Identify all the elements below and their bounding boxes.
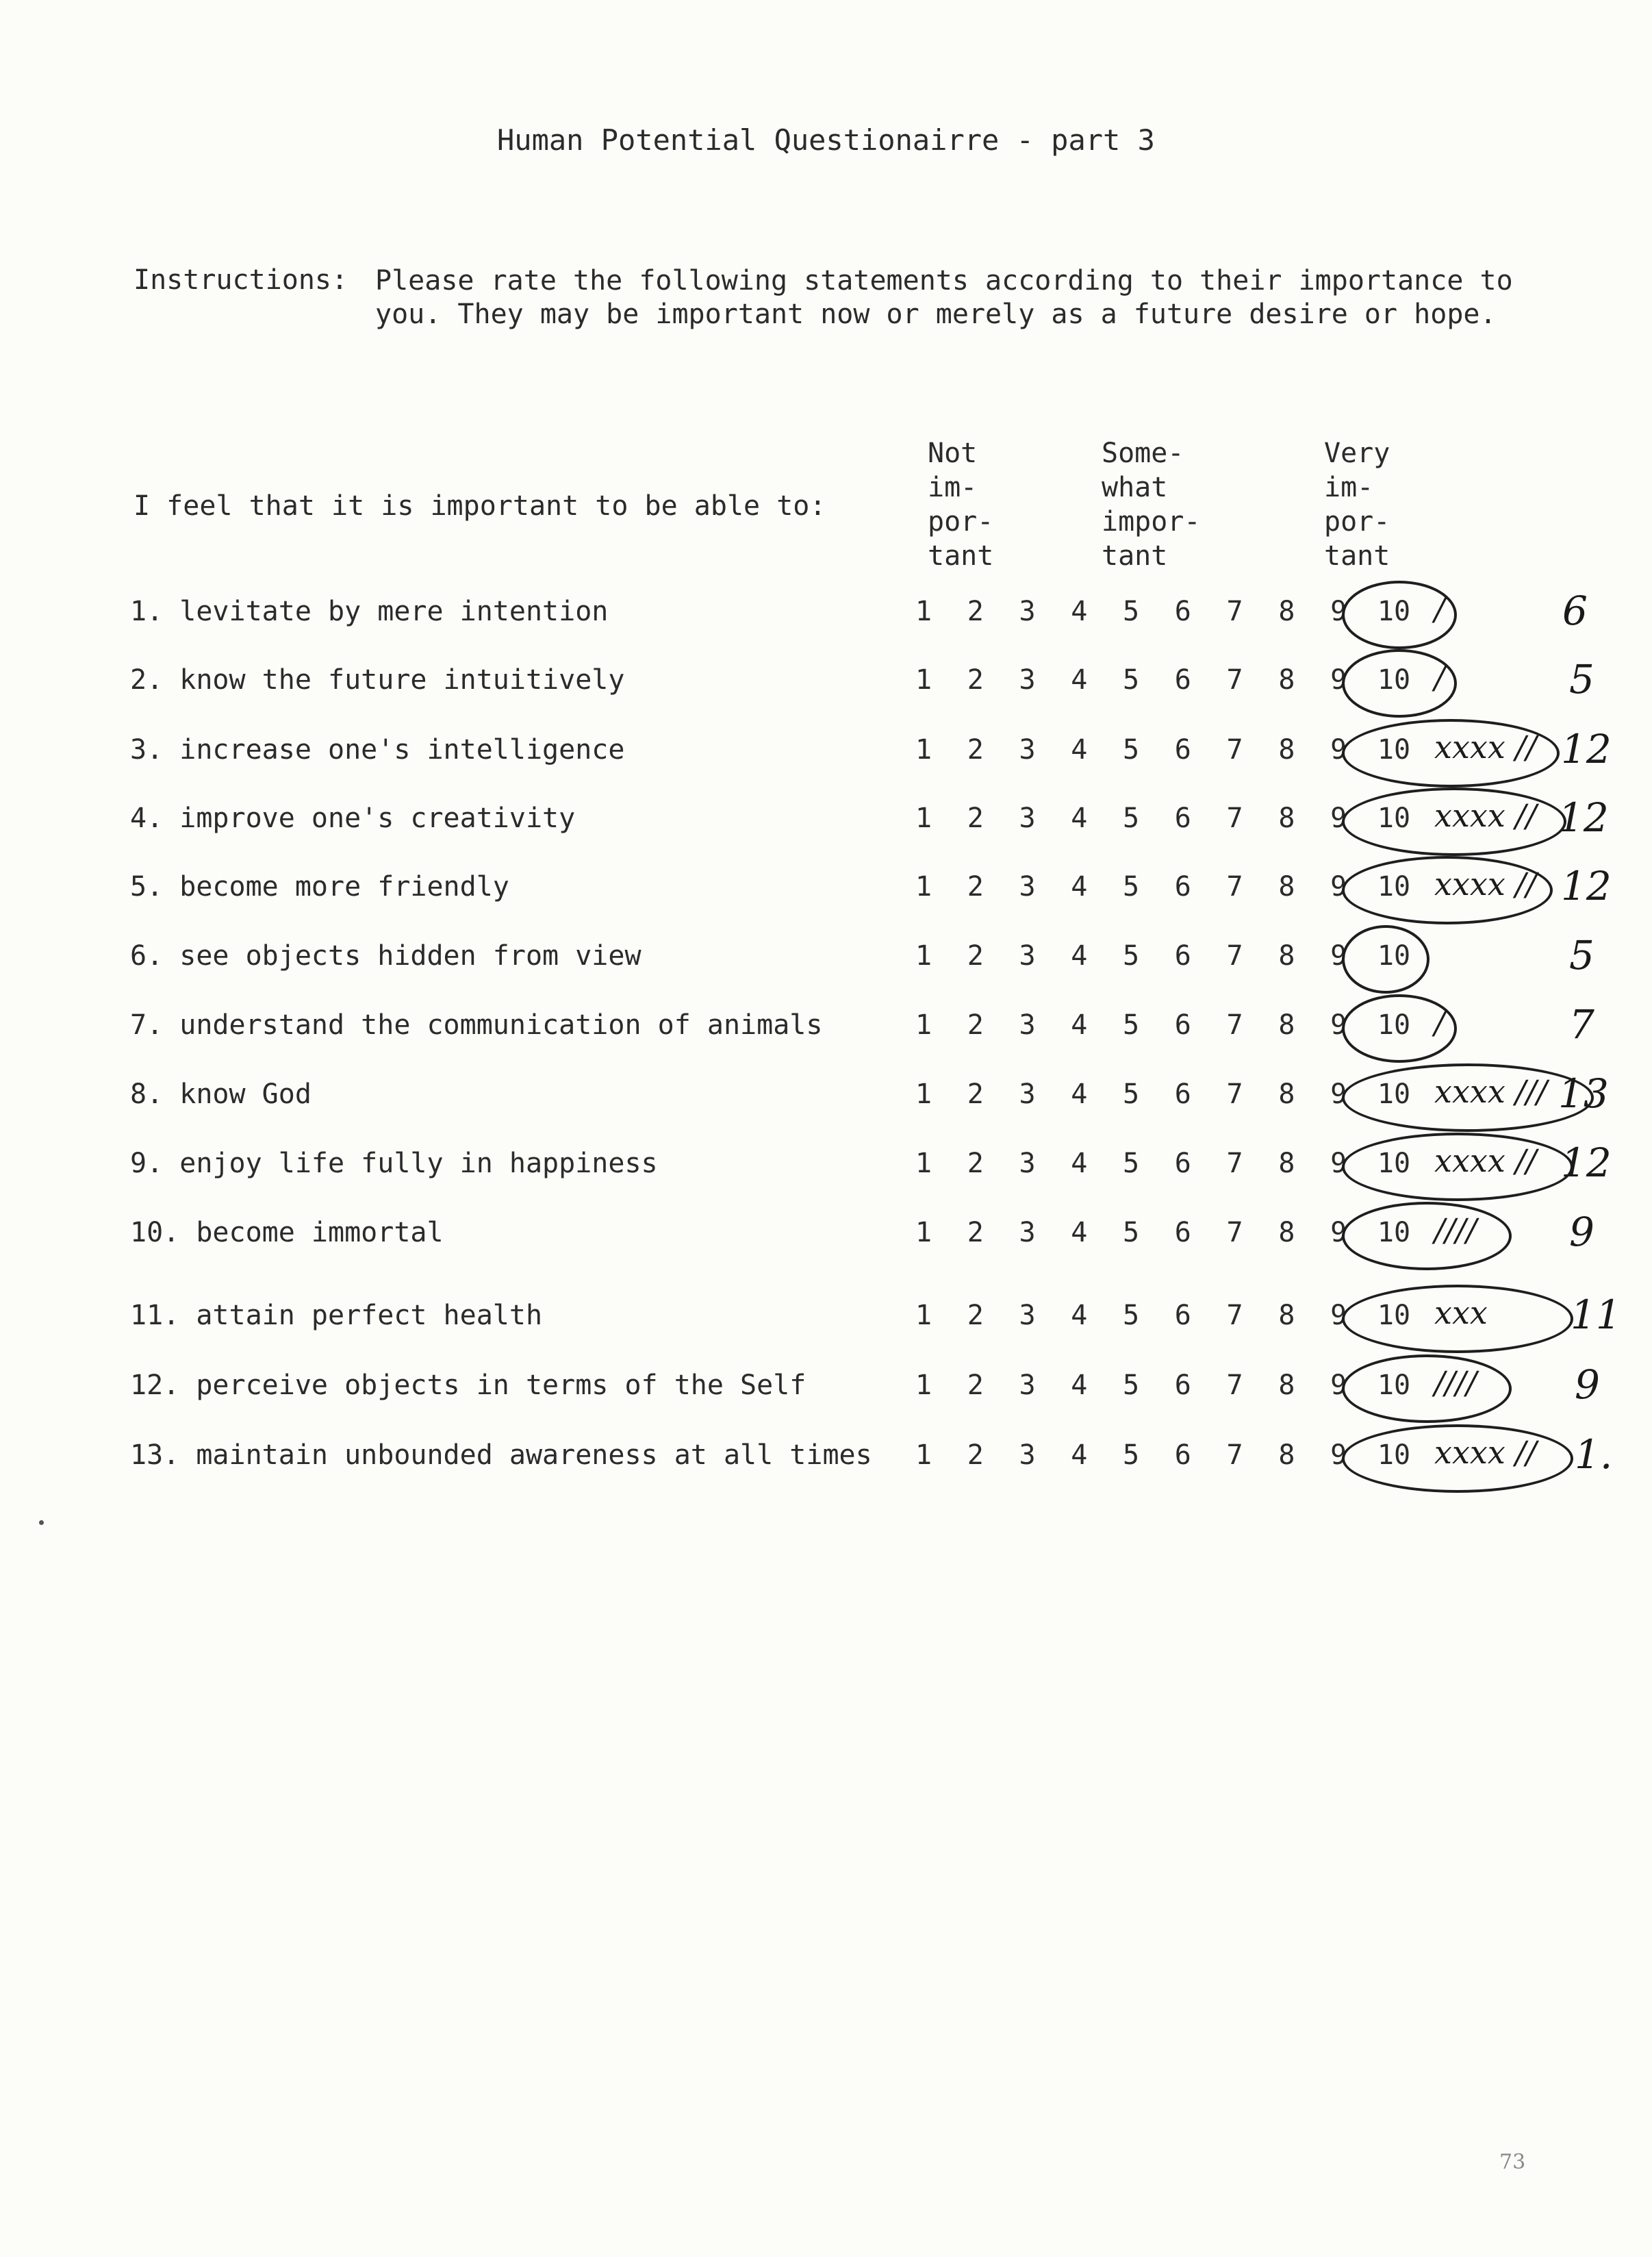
- scale-option-1[interactable]: 1: [915, 1009, 932, 1041]
- rating-scale: [911, 871, 1411, 903]
- scale-option-2[interactable]: 2: [967, 596, 984, 627]
- scale-option-6[interactable]: 6: [1174, 1370, 1191, 1401]
- scale-option-8[interactable]: 8: [1278, 734, 1295, 766]
- handwritten-total: 9: [1569, 1209, 1594, 1255]
- scale-option-3[interactable]: 3: [1019, 734, 1036, 766]
- scale-option-5[interactable]: 5: [1123, 1148, 1140, 1179]
- scale-option-9[interactable]: 9: [1330, 1217, 1347, 1248]
- scale-option-5[interactable]: 5: [1123, 1439, 1140, 1471]
- scale-option-6[interactable]: 6: [1174, 1079, 1191, 1110]
- scale-option-1[interactable]: 1: [915, 1079, 932, 1110]
- page-title: Human Potential Questionairre - part 3: [497, 123, 1155, 157]
- scale-option-7[interactable]: 7: [1226, 1439, 1243, 1471]
- scale-option-3[interactable]: 3: [1019, 1439, 1036, 1471]
- scale-option-7[interactable]: 7: [1226, 871, 1243, 903]
- scale-option-4[interactable]: 4: [1071, 1370, 1088, 1401]
- rating-scale: [911, 1079, 1411, 1110]
- scale-option-2[interactable]: 2: [967, 940, 984, 972]
- scale-option-7[interactable]: 7: [1226, 1148, 1243, 1179]
- scale-option-4[interactable]: 4: [1071, 803, 1088, 834]
- scale-option-4[interactable]: 4: [1071, 1300, 1088, 1331]
- scale-option-1[interactable]: 1: [915, 596, 932, 627]
- handwritten-total: 12: [1558, 794, 1609, 841]
- circled-rating-oval: [1342, 1202, 1512, 1270]
- scale-option-10[interactable]: 10: [1377, 871, 1411, 903]
- tally-marks: хххх //: [1434, 729, 1537, 766]
- scale-option-8[interactable]: 8: [1278, 871, 1295, 903]
- scale-option-9[interactable]: 9: [1330, 940, 1347, 972]
- scale-option-4[interactable]: 4: [1071, 734, 1088, 766]
- scale-option-3[interactable]: 3: [1019, 1009, 1036, 1041]
- handwritten-total: 5: [1569, 656, 1594, 703]
- scale-option-8[interactable]: 8: [1278, 1079, 1295, 1110]
- scale-option-10[interactable]: 10: [1377, 940, 1411, 972]
- handwritten-total: 7: [1569, 1001, 1594, 1048]
- scale-option-8[interactable]: 8: [1278, 1370, 1295, 1401]
- statement-text: 5. become more friendly: [130, 871, 509, 903]
- scale-option-8[interactable]: 8: [1278, 803, 1295, 834]
- scale-option-10[interactable]: 10: [1377, 803, 1411, 834]
- handwritten-total: 12: [1561, 726, 1612, 772]
- scale-option-6[interactable]: 6: [1174, 1217, 1191, 1248]
- scale-option-4[interactable]: 4: [1071, 871, 1088, 903]
- scale-option-6[interactable]: 6: [1174, 940, 1191, 972]
- paper-speck: [39, 1520, 44, 1525]
- scale-option-9[interactable]: 9: [1330, 871, 1347, 903]
- scale-option-4[interactable]: 4: [1071, 1217, 1088, 1248]
- statement-text: 8. know God: [130, 1079, 312, 1110]
- scale-option-10[interactable]: 10: [1377, 1439, 1411, 1471]
- scale-option-9[interactable]: 9: [1330, 1148, 1347, 1179]
- scale-option-9[interactable]: 9: [1330, 1300, 1347, 1331]
- circled-rating-oval: [1342, 925, 1429, 994]
- scale-option-5[interactable]: 5: [1123, 871, 1140, 903]
- scale-option-1[interactable]: 1: [915, 1300, 932, 1331]
- scale-option-9[interactable]: 9: [1330, 1079, 1347, 1110]
- scale-option-8[interactable]: 8: [1278, 940, 1295, 972]
- rating-scale: [911, 664, 1411, 696]
- handwritten-total: 12: [1561, 1139, 1612, 1186]
- tally-marks: ////: [1434, 1211, 1477, 1248]
- tally-marks: ////: [1434, 1364, 1477, 1401]
- statement-text: 1. levitate by mere intention: [130, 596, 609, 627]
- handwritten-total: 13: [1558, 1070, 1609, 1117]
- scale-option-9[interactable]: 9: [1330, 1009, 1347, 1041]
- scale-option-7[interactable]: 7: [1226, 1009, 1243, 1041]
- scale-option-1[interactable]: 1: [915, 803, 932, 834]
- statement-text: 4. improve one's creativity: [130, 803, 576, 834]
- scale-option-7[interactable]: 7: [1226, 1300, 1243, 1331]
- scale-option-2[interactable]: 2: [967, 1439, 984, 1471]
- scale-option-10[interactable]: 10: [1377, 1370, 1411, 1401]
- scale-option-2[interactable]: 2: [967, 1300, 984, 1331]
- instructions-text: Please rate the following statements according to their importance to you. They may be important now or merely as a future desire or hope.: [375, 265, 1513, 330]
- scale-option-8[interactable]: 8: [1278, 1009, 1295, 1041]
- statement-text: 13. maintain unbounded awareness at all times: [130, 1439, 872, 1471]
- scale-option-2[interactable]: 2: [967, 1079, 984, 1110]
- scale-option-10[interactable]: 10: [1377, 1300, 1411, 1331]
- handwritten-total: 12: [1561, 863, 1612, 909]
- statement-text: 2. know the future intuitively: [130, 664, 625, 696]
- rating-scale: [911, 940, 1411, 972]
- scale-option-8[interactable]: 8: [1278, 1217, 1295, 1248]
- scale-option-6[interactable]: 6: [1174, 1439, 1191, 1471]
- scale-option-2[interactable]: 2: [967, 1370, 984, 1401]
- scale-option-5[interactable]: 5: [1123, 664, 1140, 696]
- scale-option-6[interactable]: 6: [1174, 1300, 1191, 1331]
- scale-option-10[interactable]: 10: [1377, 1217, 1411, 1248]
- scale-option-6[interactable]: 6: [1174, 1009, 1191, 1041]
- scale-option-2[interactable]: 2: [967, 734, 984, 766]
- scale-option-3[interactable]: 3: [1019, 596, 1036, 627]
- rating-scale: [911, 1439, 1411, 1471]
- tally-marks: ххх: [1434, 1294, 1488, 1331]
- statement-text: 10. become immortal: [130, 1217, 444, 1248]
- scale-option-5[interactable]: 5: [1123, 1009, 1140, 1041]
- scale-option-4[interactable]: 4: [1071, 1439, 1088, 1471]
- statement-text: 7. understand the communication of animals: [130, 1009, 823, 1041]
- statement-text: 3. increase one's intelligence: [130, 734, 625, 766]
- rating-scale: [911, 1148, 1411, 1179]
- scale-option-9[interactable]: 9: [1330, 803, 1347, 834]
- scale-option-4[interactable]: 4: [1071, 664, 1088, 696]
- scale-option-9[interactable]: 9: [1330, 1439, 1347, 1471]
- scale-option-5[interactable]: 5: [1123, 1370, 1140, 1401]
- statement-text: 6. see objects hidden from view: [130, 940, 641, 972]
- tally-marks: хххх //: [1434, 1434, 1537, 1471]
- tally-marks: /: [1434, 590, 1445, 627]
- scale-option-9[interactable]: 9: [1330, 734, 1347, 766]
- scale-option-1[interactable]: 1: [915, 940, 932, 972]
- tally-marks: хххх //: [1434, 866, 1537, 903]
- scale-option-3[interactable]: 3: [1019, 940, 1036, 972]
- scale-option-2[interactable]: 2: [967, 664, 984, 696]
- scale-option-3[interactable]: 3: [1019, 803, 1036, 834]
- scale-option-7[interactable]: 7: [1226, 1370, 1243, 1401]
- rating-scale: [911, 1370, 1411, 1401]
- header-not-important: Not im- por- tant: [928, 438, 994, 572]
- handwritten-total: 5: [1569, 932, 1594, 979]
- scale-option-1[interactable]: 1: [915, 734, 932, 766]
- handwritten-total: 9: [1575, 1361, 1600, 1408]
- rating-scale: [911, 1009, 1411, 1041]
- scale-option-8[interactable]: 8: [1278, 1148, 1295, 1179]
- scale-option-2[interactable]: 2: [967, 803, 984, 834]
- scale-option-5[interactable]: 5: [1123, 803, 1140, 834]
- scale-option-7[interactable]: 7: [1226, 803, 1243, 834]
- scale-option-10[interactable]: 10: [1377, 596, 1411, 627]
- scale-option-5[interactable]: 5: [1123, 940, 1140, 972]
- scale-option-3[interactable]: 3: [1019, 1370, 1036, 1401]
- scale-option-6[interactable]: 6: [1174, 803, 1191, 834]
- scale-option-4[interactable]: 4: [1071, 1009, 1088, 1041]
- page-number: 73: [1499, 2150, 1526, 2174]
- instructions-label: Instructions:: [134, 264, 348, 296]
- tally-marks: хххх //: [1434, 797, 1537, 834]
- tally-marks: /: [1434, 1004, 1445, 1041]
- scale-option-8[interactable]: 8: [1278, 596, 1295, 627]
- circled-rating-oval: [1342, 1354, 1512, 1423]
- scale-option-5[interactable]: 5: [1123, 734, 1140, 766]
- scale-option-7[interactable]: 7: [1226, 596, 1243, 627]
- scale-option-6[interactable]: 6: [1174, 871, 1191, 903]
- scale-option-7[interactable]: 7: [1226, 734, 1243, 766]
- tally-marks: хххх ///: [1434, 1073, 1547, 1110]
- lead-in-statement: I feel that it is important to be able to:: [134, 490, 826, 522]
- scale-option-3[interactable]: 3: [1019, 1079, 1036, 1110]
- header-somewhat-important: Some- what impor- tant: [1102, 438, 1201, 572]
- handwritten-total: 6: [1562, 588, 1588, 634]
- header-very-important: Very im- por- tant: [1324, 438, 1390, 572]
- scale-option-10[interactable]: 10: [1377, 1079, 1411, 1110]
- scale-option-6[interactable]: 6: [1174, 664, 1191, 696]
- scale-option-6[interactable]: 6: [1174, 1148, 1191, 1179]
- scale-option-7[interactable]: 7: [1226, 940, 1243, 972]
- handwritten-total: 11: [1571, 1291, 1621, 1338]
- scale-option-1[interactable]: 1: [915, 1217, 932, 1248]
- scale-option-9[interactable]: 9: [1330, 1370, 1347, 1401]
- tally-marks: хххх //: [1434, 1142, 1537, 1179]
- scale-option-5[interactable]: 5: [1123, 1300, 1140, 1331]
- scale-option-5[interactable]: 5: [1123, 1217, 1140, 1248]
- scale-option-5[interactable]: 5: [1123, 596, 1140, 627]
- scale-option-2[interactable]: 2: [967, 1009, 984, 1041]
- rating-scale: [911, 596, 1411, 627]
- rating-scale: [911, 803, 1411, 834]
- scale-option-7[interactable]: 7: [1226, 1079, 1243, 1110]
- statement-text: 11. attain perfect health: [130, 1300, 543, 1331]
- handwritten-total: 1.: [1575, 1431, 1613, 1478]
- scale-option-2[interactable]: 2: [967, 1217, 984, 1248]
- rating-scale: [911, 1217, 1411, 1248]
- scale-option-7[interactable]: 7: [1226, 1217, 1243, 1248]
- scale-option-3[interactable]: 3: [1019, 1217, 1036, 1248]
- scale-option-8[interactable]: 8: [1278, 1300, 1295, 1331]
- statement-text: 9. enjoy life fully in happiness: [130, 1148, 658, 1179]
- tally-marks: /: [1434, 659, 1445, 696]
- scale-option-6[interactable]: 6: [1174, 596, 1191, 627]
- scale-option-6[interactable]: 6: [1174, 734, 1191, 766]
- scale-option-10[interactable]: 10: [1377, 1148, 1411, 1179]
- scale-option-8[interactable]: 8: [1278, 664, 1295, 696]
- scale-option-10[interactable]: 10: [1377, 1009, 1411, 1041]
- statement-text: 12. perceive objects in terms of the Self: [130, 1370, 806, 1401]
- scale-option-4[interactable]: 4: [1071, 596, 1088, 627]
- rating-scale: [911, 1300, 1411, 1331]
- scale-option-1[interactable]: 1: [915, 664, 932, 696]
- scale-option-4[interactable]: 4: [1071, 1148, 1088, 1179]
- scale-option-8[interactable]: 8: [1278, 1439, 1295, 1471]
- scale-option-3[interactable]: 3: [1019, 871, 1036, 903]
- scale-option-3[interactable]: 3: [1019, 1148, 1036, 1179]
- scale-option-1[interactable]: 1: [915, 1439, 932, 1471]
- scale-option-2[interactable]: 2: [967, 871, 984, 903]
- scale-option-5[interactable]: 5: [1123, 1079, 1140, 1110]
- scale-option-1[interactable]: 1: [915, 1370, 932, 1401]
- scale-option-3[interactable]: 3: [1019, 1300, 1036, 1331]
- scale-option-10[interactable]: 10: [1377, 734, 1411, 766]
- scale-option-9[interactable]: 9: [1330, 664, 1347, 696]
- scale-option-1[interactable]: 1: [915, 1148, 932, 1179]
- scale-option-7[interactable]: 7: [1226, 664, 1243, 696]
- scale-option-1[interactable]: 1: [915, 871, 932, 903]
- scale-option-4[interactable]: 4: [1071, 1079, 1088, 1110]
- rating-scale: [911, 734, 1411, 766]
- scale-option-2[interactable]: 2: [967, 1148, 984, 1179]
- scale-option-9[interactable]: 9: [1330, 596, 1347, 627]
- scale-option-4[interactable]: 4: [1071, 940, 1088, 972]
- scale-option-3[interactable]: 3: [1019, 664, 1036, 696]
- scale-option-10[interactable]: 10: [1377, 664, 1411, 696]
